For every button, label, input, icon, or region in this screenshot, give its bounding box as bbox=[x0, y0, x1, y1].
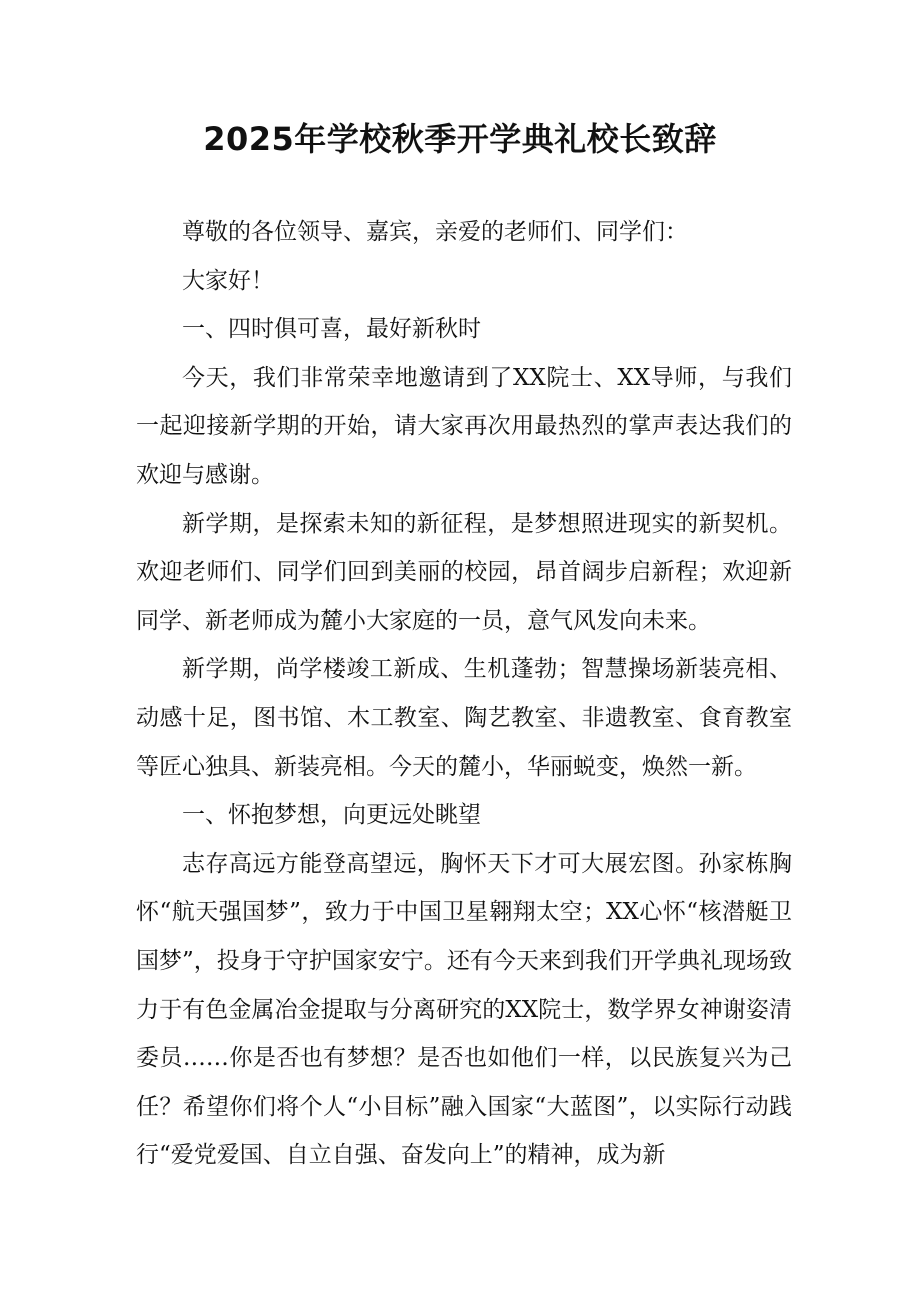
body-paragraph: 今天，我们非常荣幸地邀请到了XX院士、XX导师，与我们一起迎接新学期的开始，请大家再次用最热烈的掌声表达我们的欢迎与感谢。 bbox=[136, 364, 792, 488]
speech-body bbox=[136, 208, 792, 1180]
greeting-paragraph: 大家好！ bbox=[182, 267, 274, 294]
section-heading-1: 一、四时俱可喜，最好新秋时 bbox=[182, 316, 481, 343]
body-paragraph: 新学期，是探索未知的新征程，是梦想照进现实的新契机。欢迎老师们、同学们回到美丽的校园，昂首阔步启新程；欢迎新同学、新老师成为麓小大家庭的一员，意气风发向未来。 bbox=[136, 510, 792, 634]
body-paragraph: 志存高远方能登高望远，胸怀天下才可大展宏图。孙家栋胸怀“航天强国梦”，致力于中国卫星翱翔太空；XX心怀“核潜艇卫国梦”，投身于守护国家安宁。还有今天来到我们开学典礼现场致力于有色金属冶金提取与分离研究的XX院士，数学界女神谢姿清委员……你是否也有梦想？是否也如他们一样，以民族复兴为己任？希望你们将个人“小目标”融入国家“大蓝图”，以实际行动践行“爱党爱国、自立自强、奋发向上”的精神，成为新 bbox=[136, 850, 792, 1169]
body-paragraph: 新学期，尚学楼竣工新成、生机蓬勃；智慧操场新装亮相、动感十足，图书馆、木工教室、陶艺教室、非遗教室、食育教室等匠心独具、新装亮相。今天的麓小，华丽蜕变，焕然一新。 bbox=[136, 656, 792, 780]
salutation-paragraph: 尊敬的各位领导、嘉宾，亲爱的老师们、同学们： bbox=[182, 219, 688, 245]
page-title: 2025年学校秋季开学典礼校长致辞 bbox=[203, 120, 717, 158]
section-heading-2: 一、怀抱梦想，向更远处眺望 bbox=[182, 802, 481, 829]
